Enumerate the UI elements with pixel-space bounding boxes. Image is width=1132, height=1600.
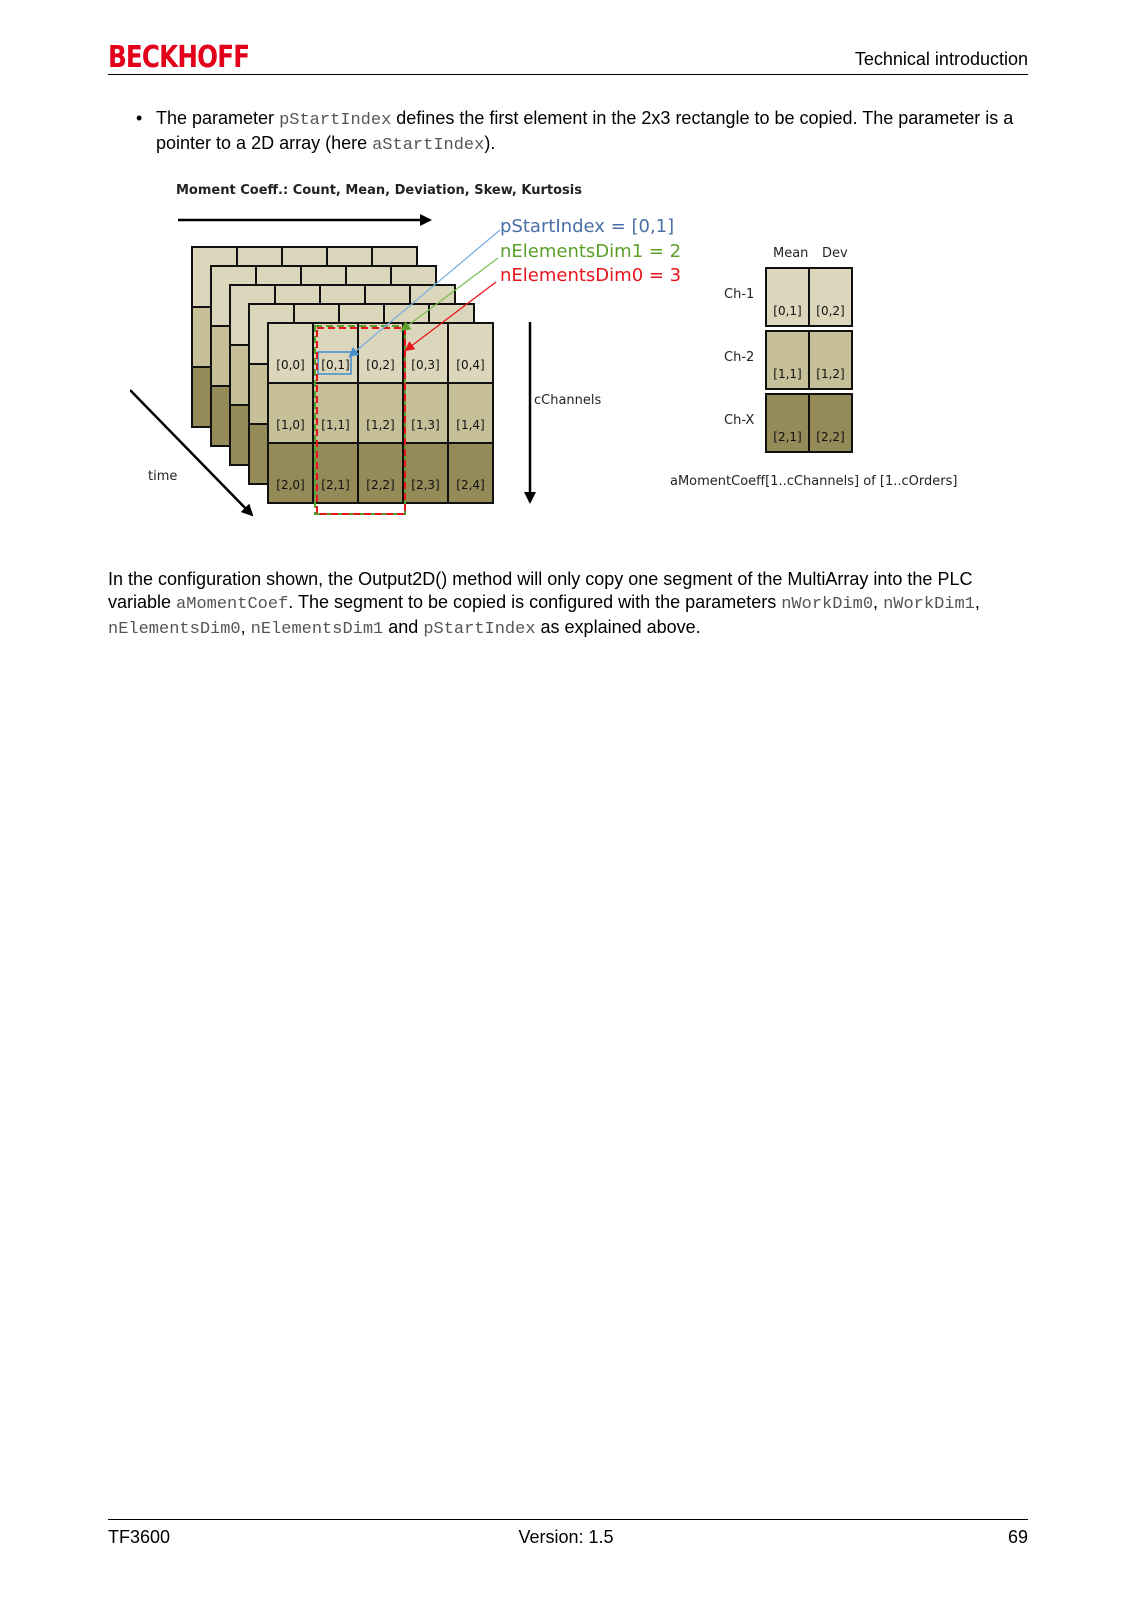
multiarray-figure <box>130 180 990 540</box>
multiarray-diagram <box>130 180 990 540</box>
bullet-item <box>136 107 1028 157</box>
beckhoff-logo: BECKHOFF <box>108 40 250 75</box>
bullet-text-part: The parameter <box>156 108 280 128</box>
nelementsdim1-label: nElementsDim1 = 2 <box>500 241 682 262</box>
code-pstartindex: pStartIndex <box>279 111 392 130</box>
header-divider <box>108 74 1028 75</box>
result-grid <box>724 268 852 452</box>
para-text: . The segment to be copied is configured with the parameters <box>288 592 782 612</box>
para-text: , <box>240 617 251 637</box>
grid-cell-label: [2,1] <box>321 478 350 492</box>
bullet-text-part: ). <box>484 133 496 153</box>
grid-cell-label: [2,4] <box>456 478 485 492</box>
grid-cell-label: [1,2] <box>366 418 395 432</box>
grid-cell-label: [1,4] <box>456 418 485 432</box>
col-mean-label: Mean <box>773 246 809 261</box>
code-nelementsdim0: nElementsDim0 <box>108 620 241 639</box>
para-text: , <box>974 592 980 612</box>
result-row-label: Ch-1 <box>724 287 755 302</box>
footer-version: Version: 1.5 <box>518 1527 614 1547</box>
grid-cell-label: [0,0] <box>276 358 305 372</box>
grid-cell-label: [1,1] <box>321 418 350 432</box>
result-cell-label: [1,1] <box>773 367 802 381</box>
grid-cell <box>448 383 493 443</box>
grid-cell <box>448 443 493 503</box>
code-amomentcoef: aMomentCoef <box>176 595 289 614</box>
para-text: In the configuration shown, the Output2D() method will only copy one segment of the MultiArray into the PLC variable <box>108 569 973 612</box>
footer-divider <box>108 1519 1028 1520</box>
result-row-label: Ch-2 <box>724 350 755 365</box>
nelementsdim0-label: nElementsDim0 = 3 <box>500 265 682 286</box>
grid-cell-label: [0,4] <box>456 358 485 372</box>
grid-cell <box>268 443 313 503</box>
grid-cell-label: [2,2] <box>366 478 395 492</box>
grid-cell <box>403 443 448 503</box>
footer-page-number: 69 <box>1007 1527 1028 1547</box>
grid-cell <box>358 323 403 383</box>
grid-cell-label: [0,1] <box>321 358 350 372</box>
grid-cell <box>448 323 493 383</box>
grid-cell <box>268 383 313 443</box>
code-nelementsdim1: nElementsDim1 <box>250 620 384 639</box>
pstartindex-label: pStartIndex = [0,1] <box>500 216 675 237</box>
bullet-dot-icon: • <box>136 108 143 128</box>
para-text: as explained above. <box>535 617 701 637</box>
grid-cell-label: [2,3] <box>411 478 440 492</box>
result-cell-label: [2,1] <box>773 430 802 444</box>
time-label: time <box>148 469 178 484</box>
code-astartindex: aStartIndex <box>372 136 485 155</box>
bullet-text <box>156 107 1028 157</box>
grid-cell <box>268 323 313 383</box>
grid-cell <box>403 323 448 383</box>
grid-cell <box>313 443 358 503</box>
result-row-label: Ch-X <box>724 413 755 428</box>
code-pstartindex-2: pStartIndex <box>423 620 536 639</box>
result-cell-label: [2,2] <box>816 430 845 444</box>
result-cell-label: [0,2] <box>816 304 845 318</box>
para-text: , <box>873 592 884 612</box>
grid-cell-label: [1,0] <box>276 418 305 432</box>
grid-cell <box>313 383 358 443</box>
para-text: and <box>383 617 424 637</box>
figure-top-label: Moment Coeff.: Count, Mean, Deviation, Skew, Kurtosis <box>176 183 582 198</box>
section-title: Technical introduction <box>854 49 1028 69</box>
code-nworkdim0: nWorkDim0 <box>781 595 874 614</box>
grid-cell-label: [0,2] <box>366 358 395 372</box>
grid-cell <box>358 383 403 443</box>
grid-cell-label: [0,3] <box>411 358 440 372</box>
code-nworkdim1: nWorkDim1 <box>883 595 975 614</box>
grid-cell <box>358 443 403 503</box>
result-caption: aMomentCoeff[1..cChannels] of [1..cOrders] <box>670 474 958 489</box>
body-paragraph <box>108 568 1028 641</box>
grid-cell-label: [2,0] <box>276 478 305 492</box>
grid-cell <box>403 383 448 443</box>
result-cell-label: [1,2] <box>816 367 845 381</box>
footer-product: TF3600 <box>108 1527 171 1547</box>
front-grid <box>268 323 493 503</box>
bullet-text-part: defines the first element in the 2x3 rectangle to be copied. The parameter is a pointer to a 2D array (here <box>156 108 1014 153</box>
col-dev-label: Dev <box>822 246 848 261</box>
result-cell-label: [0,1] <box>773 304 802 318</box>
grid-cell-label: [1,3] <box>411 418 440 432</box>
cchannels-label: cChannels <box>534 393 602 408</box>
